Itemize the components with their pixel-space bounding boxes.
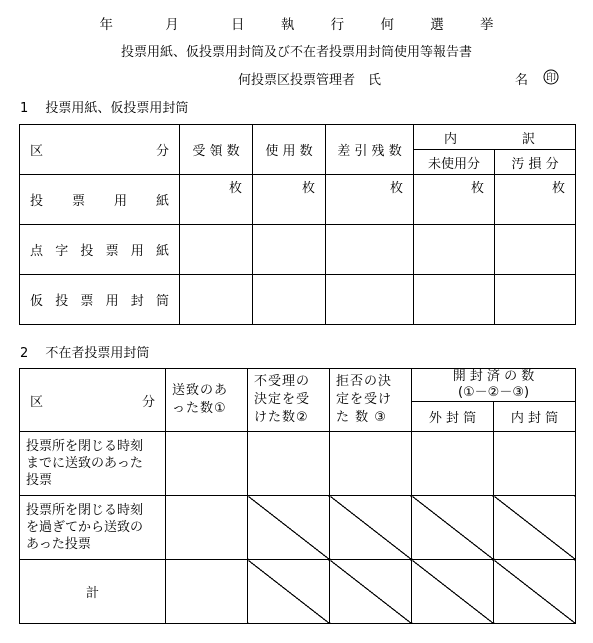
election-char: 執 bbox=[280, 17, 295, 33]
refused-cell[interactable] bbox=[330, 432, 412, 496]
table-row bbox=[20, 560, 576, 624]
used-cell[interactable] bbox=[253, 275, 326, 325]
seal-text: 印 bbox=[546, 73, 556, 84]
ballot-usage-table bbox=[19, 124, 576, 325]
election-char: 選 bbox=[430, 17, 444, 33]
outer-envelope-header: 外 封 筒 bbox=[412, 402, 494, 432]
used-cell[interactable] bbox=[253, 225, 326, 275]
used-header: 使 用 数 bbox=[253, 125, 326, 175]
received-cell[interactable]: 枚 bbox=[180, 175, 253, 225]
inner-envelope-header: 内 封 筒 bbox=[494, 402, 576, 432]
remaining-cell[interactable] bbox=[326, 225, 414, 275]
row-label-ballot-paper: 投 票 用 紙 bbox=[20, 175, 180, 225]
breakdown-header: 内 訳 bbox=[414, 125, 576, 150]
unused-cell[interactable]: 枚 bbox=[414, 175, 495, 225]
refused-cell-crossed bbox=[330, 560, 412, 624]
table-row bbox=[20, 225, 576, 275]
category-header: 区 分 bbox=[20, 125, 180, 175]
unused-cell[interactable] bbox=[414, 275, 495, 325]
seal-mark bbox=[543, 69, 559, 89]
seal-circle-icon bbox=[543, 69, 559, 85]
report-title: 投票用紙、仮投票用封筒及び不在者投票用封筒使用等報告書 bbox=[120, 45, 472, 60]
damaged-cell[interactable]: 枚 bbox=[495, 175, 576, 225]
table-row bbox=[20, 432, 576, 496]
row-label-braille-ballot: 点 字 投 票 用 紙 bbox=[20, 225, 180, 275]
row-label-provisional-envelope: 仮 投 票 用 封 筒 bbox=[20, 275, 180, 325]
damaged-header: 汚 損 分 bbox=[495, 150, 576, 175]
sent-cell[interactable] bbox=[166, 432, 248, 496]
inner-envelope-cell-crossed bbox=[494, 496, 576, 560]
election-char: 挙 bbox=[480, 17, 494, 33]
refused-header: 拒否の決 定を受け た 数 ③ bbox=[330, 369, 412, 432]
table-row bbox=[20, 275, 576, 325]
opened-count-header: 開 封 済 の 数 (①－②－③) bbox=[412, 369, 576, 402]
month-label: 月 bbox=[165, 17, 179, 33]
not-accepted-cell-crossed bbox=[248, 496, 330, 560]
sent-count-header: 送致のあ った数① bbox=[166, 369, 248, 432]
inner-envelope-cell-crossed bbox=[494, 560, 576, 624]
category-header: 区 分 bbox=[20, 369, 166, 432]
day-label: 日 bbox=[231, 17, 245, 33]
outer-envelope-cell-crossed bbox=[412, 560, 494, 624]
election-char: 行 bbox=[330, 17, 345, 33]
section2-heading: 2 不在者投票用封筒 bbox=[20, 346, 150, 361]
unused-cell[interactable] bbox=[414, 225, 495, 275]
row-label-before-closing: 投票所を閉じる時刻 までに送致のあった 投票 bbox=[20, 432, 166, 496]
damaged-cell[interactable] bbox=[495, 275, 576, 325]
received-cell[interactable] bbox=[180, 275, 253, 325]
sent-cell[interactable] bbox=[166, 560, 248, 624]
outer-envelope-cell-crossed bbox=[412, 496, 494, 560]
section1-heading: 1 投票用紙、仮投票用封筒 bbox=[20, 101, 189, 116]
not-accepted-cell-crossed bbox=[248, 560, 330, 624]
used-cell[interactable]: 枚 bbox=[253, 175, 326, 225]
remaining-cell[interactable] bbox=[326, 275, 414, 325]
row-label-total: 計 bbox=[20, 560, 166, 624]
year-label: 年 bbox=[99, 17, 113, 33]
outer-envelope-cell[interactable] bbox=[412, 432, 494, 496]
not-accepted-header: 不受理の 決定を受 けた数② bbox=[248, 369, 330, 432]
row-label-after-closing: 投票所を閉じる時刻 を過ぎてから送致の あった投票 bbox=[20, 496, 166, 560]
election-char: 何 bbox=[380, 17, 394, 33]
absentee-envelope-table bbox=[19, 368, 576, 624]
not-accepted-cell[interactable] bbox=[248, 432, 330, 496]
received-cell[interactable] bbox=[180, 225, 253, 275]
refused-cell-crossed bbox=[330, 496, 412, 560]
remaining-cell[interactable]: 枚 bbox=[326, 175, 414, 225]
name-label: 名 bbox=[515, 73, 529, 88]
damaged-cell[interactable] bbox=[495, 225, 576, 275]
manager-label: 何投票区投票管理者 氏 bbox=[238, 73, 382, 88]
received-header: 受 領 数 bbox=[180, 125, 253, 175]
remaining-header: 差 引 残 数 bbox=[326, 125, 414, 175]
table-row bbox=[20, 496, 576, 560]
sent-cell[interactable] bbox=[166, 496, 248, 560]
inner-envelope-cell[interactable] bbox=[494, 432, 576, 496]
date-election-line bbox=[0, 13, 593, 33]
table-row bbox=[20, 175, 576, 225]
unused-header: 未使用分 bbox=[414, 150, 495, 175]
